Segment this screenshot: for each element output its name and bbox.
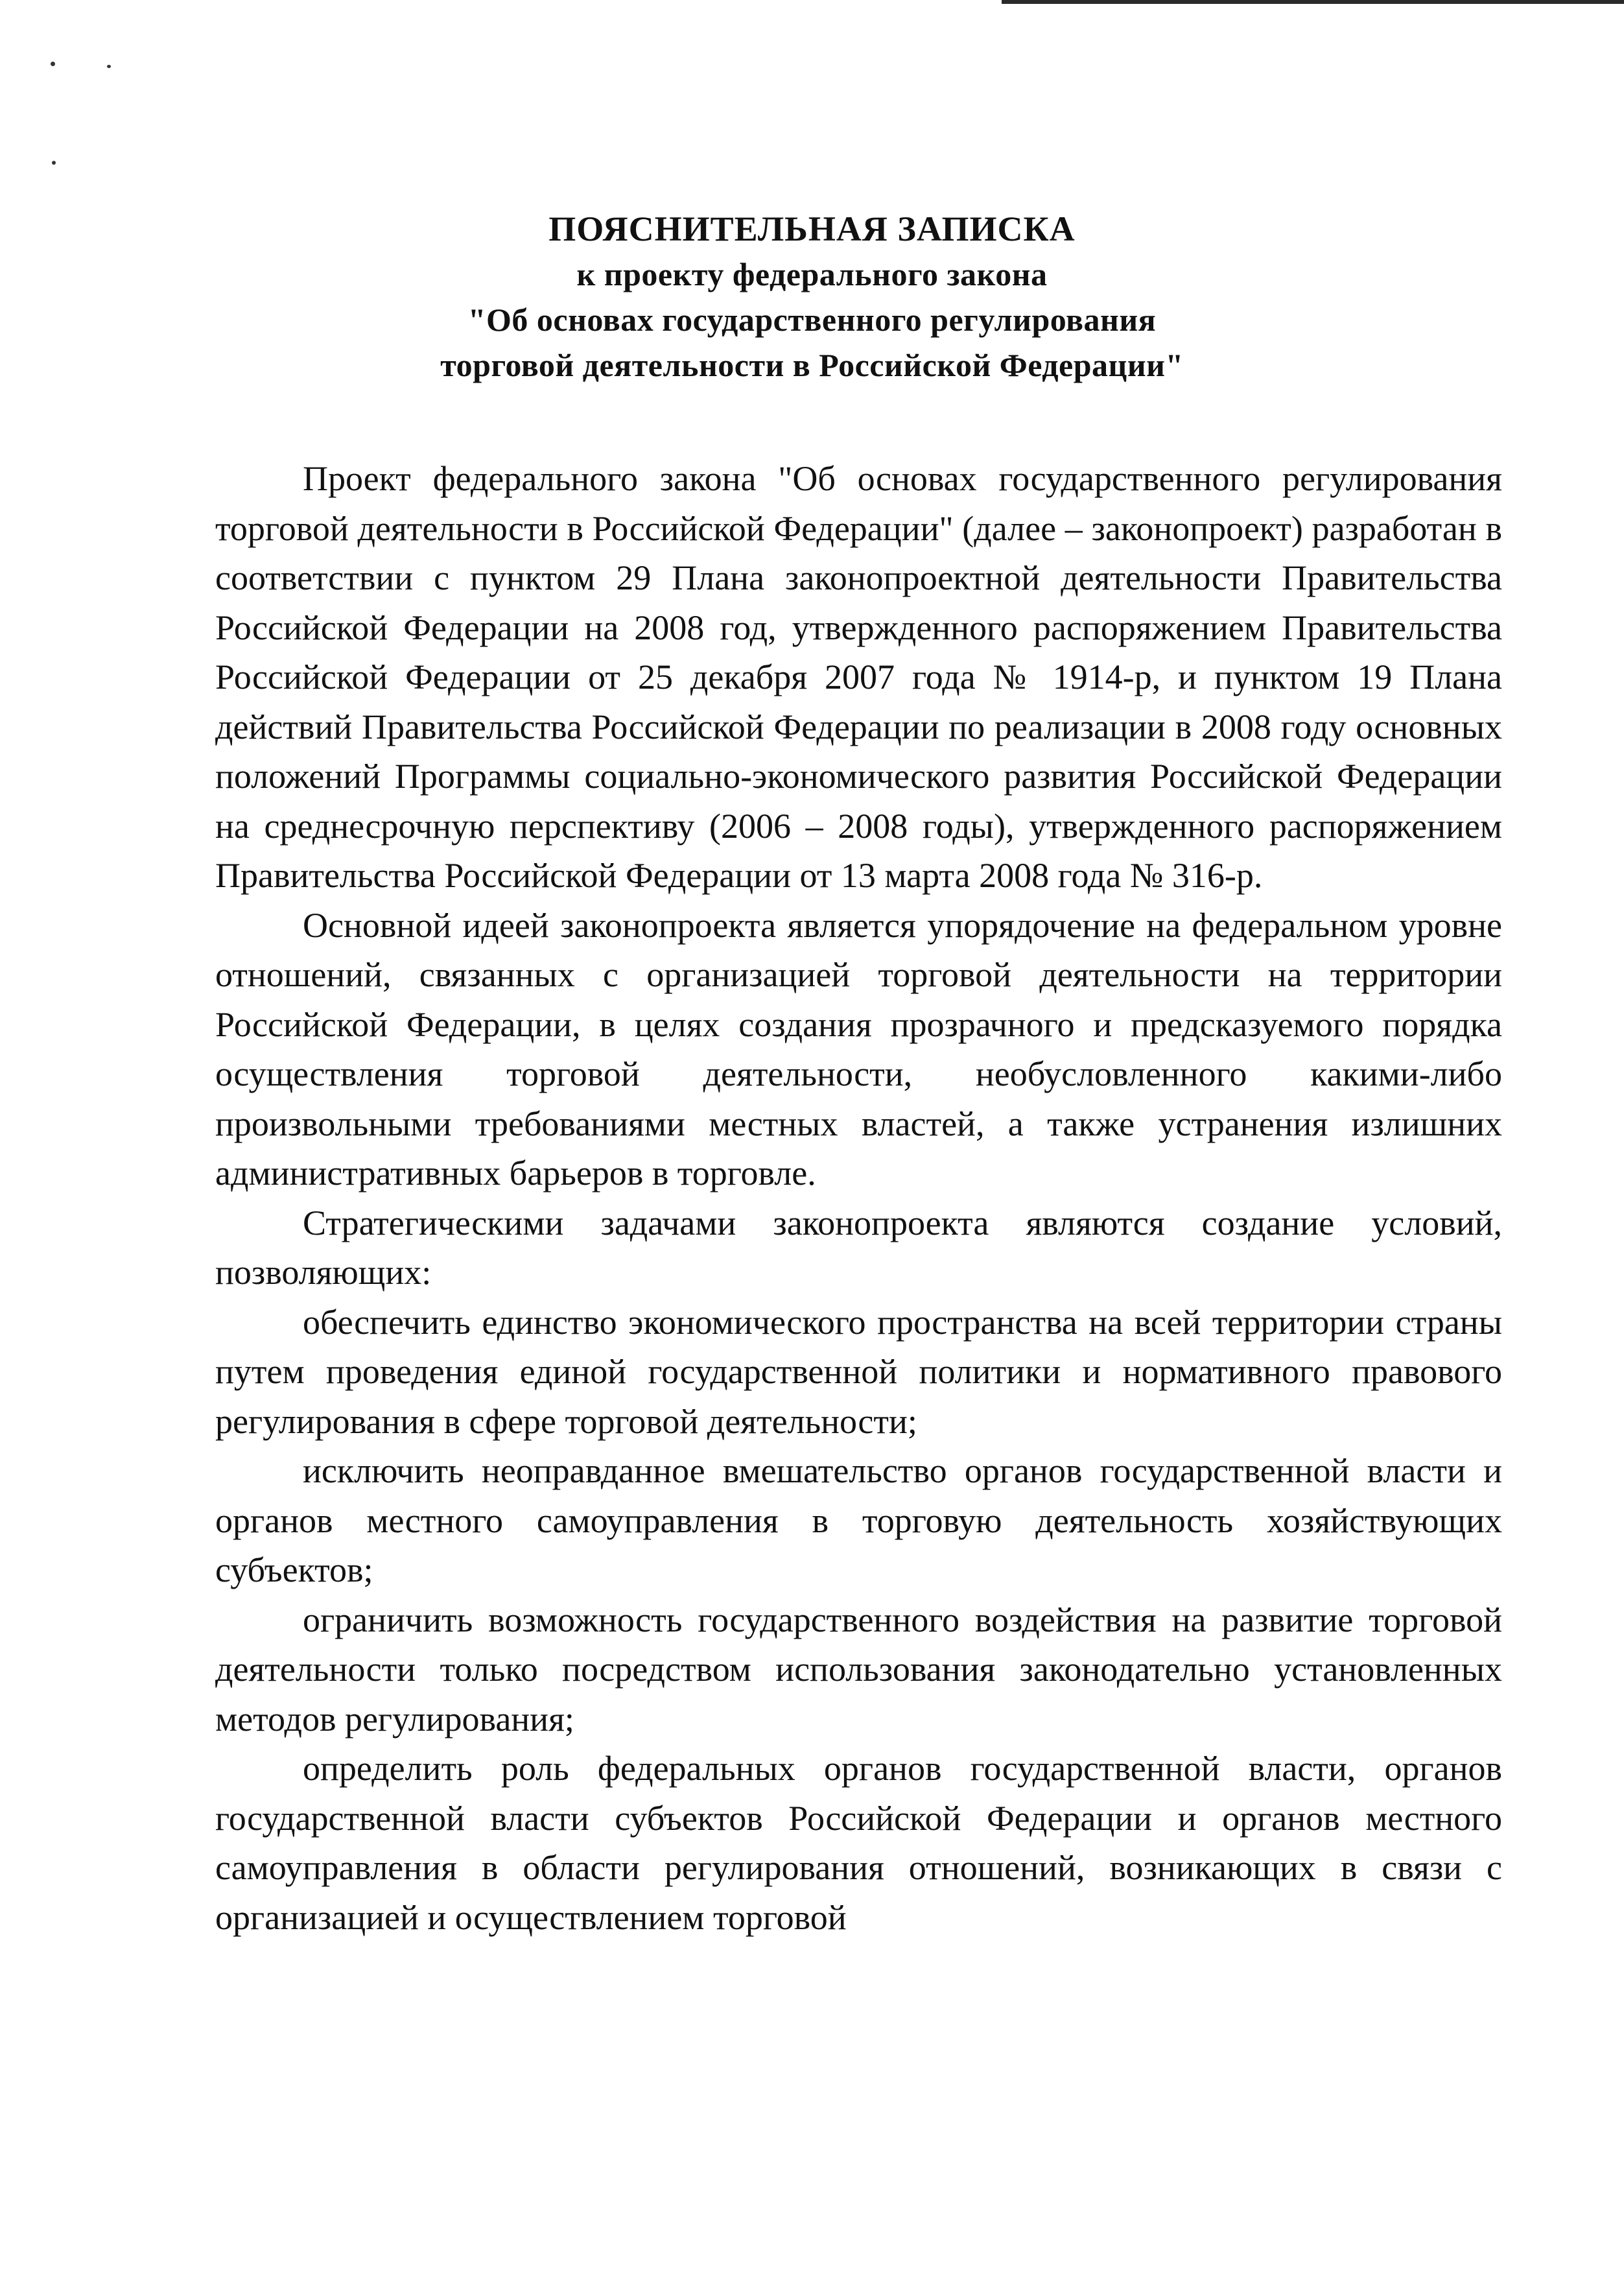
paragraph-task-non-interference: исключить неоправданное вмешательство органов государственной власти и органов местного самоуправления в торговую деятельность хозяйствующих субъектов; — [215, 1451, 1502, 1589]
paragraph-task-unity: обеспечить единство экономического пространства на всей территории страны путем проведения единой государственной политики и нормативного правового регулирования в сфере торговой деятельности; — [215, 1302, 1502, 1441]
heading-law-name-line2: торговой деятельности в Российской Федерации" — [440, 347, 1184, 383]
paragraph-task-limit-influence: ограничить возможность государственного воздействия на развитие торговой деятельности только посредством использования законодательно установленных методов регулирования; — [215, 1600, 1502, 1738]
heading-subtitle: к проекту федерального закона — [576, 256, 1048, 292]
document-heading — [0, 206, 1624, 388]
document-body — [215, 454, 1502, 1942]
heading-title: ПОЯСНИТЕЛЬНАЯ ЗАПИСКА — [548, 209, 1076, 248]
paragraph-main-idea: Основной идеей законопроекта является упорядочение на федеральном уровне отношений, связанных с организацией торговой деятельности на территории Российской Федерации, в целях создания прозрачного и предсказуемого порядка осуществления торговой деятельности, необусловленного какими-либо произвольными требованиями местных властей, а также устранения излишних административных барьеров в торговле. — [215, 905, 1502, 1192]
scan-speck — [51, 62, 55, 66]
scan-speck — [107, 65, 111, 68]
paragraph-task-define-roles: определить роль федеральных органов государственной власти, органов государственной власти субъектов Российской Федерации и органов местного самоуправления в области регулирования отношений, возникающих в связи с организацией и осуществлением торговой — [215, 1749, 1502, 1937]
scan-top-rule — [1002, 0, 1624, 4]
paragraph-strategic-tasks: Стратегическими задачами законопроекта являются создание условий, позволяющих: — [215, 1203, 1502, 1292]
scan-speck — [52, 161, 56, 165]
paragraph-intro: Проект федерального закона "Об основах государственного регулирования торговой деятельности в Российской Федерации" (далее – законопроект) разработан в соответствии с пунктом 29 Плана законопроектной деятельности Правительства Российской Федерации на 2008 год, утвержденного распоряжением Правительства Российской Федерации от 25 декабря 2007 года № 1914-р, и пунктом 19 Плана действий Правительства Российской Федерации по реализации в 2008 году основных положений Программы социально-экономического развития Российской Федерации на среднесрочную перспективу (2006 – 2008 годы), утвержденного распоряжением Правительства Российской Федерации от 13 марта 2008 года № 316-р. — [215, 459, 1502, 895]
heading-law-name-line1: "Об основах государственного регулирования — [467, 302, 1157, 338]
